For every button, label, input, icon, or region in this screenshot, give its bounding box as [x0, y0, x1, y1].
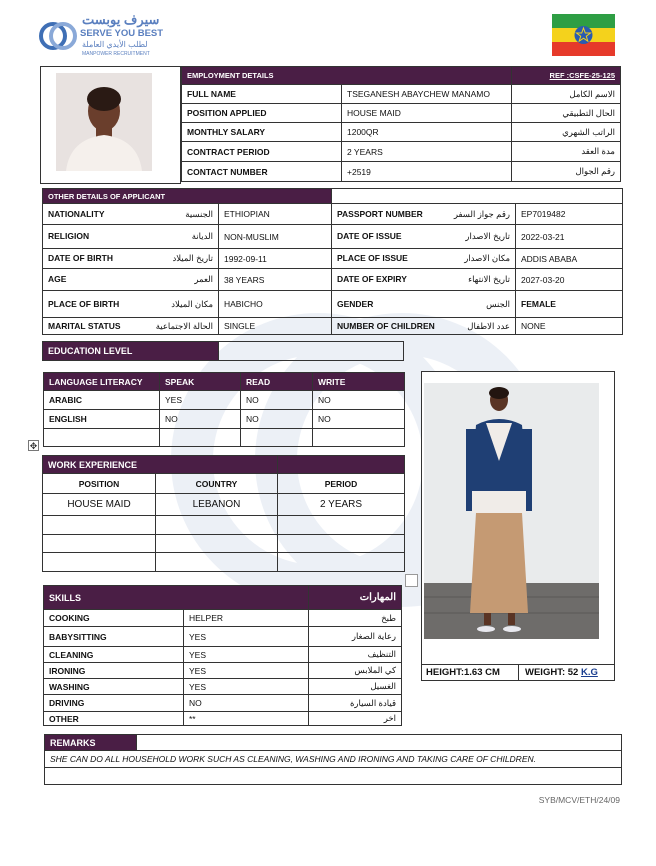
skill-ar: الغسيل	[309, 679, 402, 695]
remarks-header-blank	[137, 735, 622, 751]
write-header: WRITE	[313, 373, 405, 391]
issue-date-value: 2022-03-21	[516, 225, 623, 249]
work-header: WORK EXPERIENCE	[43, 456, 278, 474]
full-name-label: FULL NAME	[182, 85, 342, 104]
gender-ar: الجنس	[486, 298, 510, 309]
weight-unit: K.G	[580, 667, 598, 678]
issue-place-value: ADDIS ABABA	[516, 249, 623, 269]
work-col-position: POSITION	[43, 474, 156, 494]
skill-ar: كي الملابس	[309, 663, 402, 679]
weight-label: WEIGHT: 52	[525, 667, 581, 678]
work-position	[43, 553, 156, 572]
children-label: NUMBER OF CHILDREN	[337, 320, 435, 331]
religion-cell	[43, 225, 219, 249]
language-speak: YES	[160, 391, 241, 410]
age-cell	[43, 269, 219, 291]
nationality-ar: الجنسية	[185, 208, 213, 219]
language-read: NO	[241, 410, 313, 429]
remarks-header: REMARKS	[45, 735, 137, 751]
gender-cell	[332, 291, 516, 318]
marital-ar: الحالة الاجتماعية	[155, 320, 213, 331]
religion-value: NON-MUSLIM	[219, 225, 332, 249]
age-value: 38 YEARS	[219, 269, 332, 291]
contract-value: 2 YEARS	[342, 142, 512, 162]
work-country: LEBANON	[156, 494, 278, 516]
issue-date-ar: تاريخ الاصدار	[465, 231, 510, 241]
issue-place-ar: مكان الاصدار	[464, 253, 510, 263]
education-label: EDUCATION LEVEL	[43, 342, 219, 361]
work-period	[278, 553, 405, 572]
logo-arabic: سيرف يوبست	[82, 12, 160, 27]
passport-cell	[332, 204, 516, 225]
dob-label: DATE OF BIRTH	[48, 253, 114, 263]
language-row-label	[44, 429, 160, 447]
language-read	[241, 429, 313, 447]
expiry-label: DATE OF EXPIRY	[337, 274, 407, 284]
skill-label: COOKING	[44, 610, 184, 627]
portrait-frame	[40, 66, 181, 184]
work-experience-table	[42, 455, 405, 572]
nationality-label: NATIONALITY	[48, 208, 105, 219]
salary-value: 1200QR	[342, 123, 512, 142]
skill-value: HELPER	[184, 610, 309, 627]
position-label: POSITION APPLIED	[182, 104, 342, 123]
work-position	[43, 535, 156, 553]
pob-ar: مكان الميلاد	[171, 298, 213, 309]
logo-rings-icon	[38, 14, 78, 58]
skill-value: YES	[184, 663, 309, 679]
work-country	[156, 553, 278, 572]
other-details-table	[42, 188, 623, 335]
skills-header: SKILLS	[44, 586, 309, 610]
age-ar: العمر	[194, 274, 213, 284]
dob-ar: تاريخ الميلاد	[172, 253, 213, 263]
full-body-photo	[424, 383, 599, 639]
children-value: NONE	[516, 318, 623, 335]
position-ar: الحال التطبيقي	[512, 104, 621, 123]
footer-code: SYB/MCV/ETH/24/09	[538, 795, 620, 805]
ref-label: REF :	[549, 71, 570, 80]
issue-place-label: PLACE OF ISSUE	[337, 253, 408, 263]
passport-value: EP7019482	[516, 204, 623, 225]
work-period	[278, 516, 405, 535]
position-value: HOUSE MAID	[342, 104, 512, 123]
work-col-period: PERIOD	[278, 474, 405, 494]
logo-name: SERVE YOU BEST	[80, 28, 164, 39]
ref-cell	[512, 67, 621, 85]
skill-value: YES	[184, 627, 309, 647]
language-table	[43, 372, 405, 447]
skill-value: YES	[184, 679, 309, 695]
language-read: NO	[241, 391, 313, 410]
measure-separator	[518, 664, 519, 680]
marital-label: MARITAL STATUS	[48, 320, 121, 331]
issue-date-label: DATE OF ISSUE	[337, 231, 402, 241]
gender-value: FEMALE	[516, 291, 623, 318]
table-move-handle-icon[interactable]: ✥	[29, 441, 38, 451]
language-speak	[160, 429, 241, 447]
read-header: READ	[241, 373, 313, 391]
passport-ar: رقم جواز السفر	[453, 208, 510, 219]
children-cell	[332, 318, 516, 335]
passport-label: PASSPORT NUMBER	[337, 208, 423, 219]
remarks-blank-row	[45, 768, 622, 785]
work-position: HOUSE MAID	[43, 494, 156, 516]
remarks-text: SHE CAN DO ALL HOUSEHOLD WORK SUCH AS CLEANING, WASHING AND IRONING AND TAKING CARE OF CHILDREN.	[45, 751, 622, 768]
expiry-value: 2027-03-20	[516, 269, 623, 291]
marital-value: SINGLE	[219, 318, 332, 335]
contact-ar: رقم الجوال	[512, 162, 621, 182]
language-header: LANGUAGE LITERACY	[44, 373, 160, 391]
remarks-table	[44, 734, 622, 785]
work-country	[156, 516, 278, 535]
salary-label: MONTHLY SALARY	[182, 123, 342, 142]
salary-ar: الراتب الشهري	[512, 123, 621, 142]
children-ar: عدد الاطفال	[467, 320, 510, 331]
work-period	[278, 535, 405, 553]
work-position	[43, 516, 156, 535]
pob-value: HABICHO	[219, 291, 332, 318]
language-speak: NO	[160, 410, 241, 429]
weight-text	[525, 667, 598, 678]
language-write	[313, 429, 405, 447]
dob-cell	[43, 249, 219, 269]
issue-place-cell	[332, 249, 516, 269]
skill-ar: التنظيف	[309, 647, 402, 663]
speak-header: SPEAK	[160, 373, 241, 391]
full-name-value: TSEGANESH ABAYCHEW MANAMO	[342, 85, 512, 104]
skill-value: YES	[184, 647, 309, 663]
religion-label: RELIGION	[48, 231, 90, 241]
skill-label: BABYSITTING	[44, 627, 184, 647]
skill-ar: رعاية الصغار	[309, 627, 402, 647]
marital-cell	[43, 318, 219, 335]
work-col-country: COUNTRY	[156, 474, 278, 494]
language-row-label: ARABIC	[44, 391, 160, 410]
skill-value: **	[184, 712, 309, 726]
issue-date-cell	[332, 225, 516, 249]
gender-label: GENDER	[337, 298, 374, 309]
skills-header-ar: المهارات	[309, 586, 402, 610]
ethiopia-flag-icon	[552, 14, 615, 56]
logo-subtitle-ar: لطلب الأيدي العاملة	[82, 40, 148, 49]
height-text: HEIGHT:1.63 CM	[426, 667, 500, 678]
logo-subtitle-en: MANPOWER RECRUITMENT	[82, 51, 150, 57]
form-checkbox[interactable]	[405, 574, 418, 587]
nationality-cell	[43, 204, 219, 225]
other-details-header-blank	[332, 189, 623, 204]
education-value	[219, 342, 404, 361]
pob-label: PLACE OF BIRTH	[48, 298, 120, 309]
portrait-photo	[56, 73, 152, 171]
age-label: AGE	[48, 274, 67, 284]
dob-value: 1992-09-11	[219, 249, 332, 269]
expiry-cell	[332, 269, 516, 291]
skill-value: NO	[184, 695, 309, 712]
pob-cell	[43, 291, 219, 318]
religion-ar: الديانة	[191, 231, 213, 241]
expiry-ar: تاريخ الانتهاء	[468, 274, 510, 284]
skill-label: CLEANING	[44, 647, 184, 663]
work-country	[156, 535, 278, 553]
ref-value: CSFE-25-125	[569, 71, 615, 80]
skill-label: OTHER	[44, 712, 184, 726]
work-period: 2 YEARS	[278, 494, 405, 516]
employment-header: EMPLOYMENT DETAILS	[182, 67, 512, 85]
contract-label: CONTRACT PERIOD	[182, 142, 342, 162]
skill-ar: قيادة السيارة	[309, 695, 402, 712]
full-body-photo-frame	[421, 371, 615, 681]
skill-label: DRIVING	[44, 695, 184, 712]
work-header-blank	[278, 456, 405, 474]
contact-value: +2519	[342, 162, 512, 182]
full-name-ar: الاسم الكامل	[512, 85, 621, 104]
employment-details-table	[181, 66, 621, 182]
nationality-value: ETHIOPIAN	[219, 204, 332, 225]
skill-label: WASHING	[44, 679, 184, 695]
skill-ar: اخر	[309, 712, 402, 726]
skill-label: IRONING	[44, 663, 184, 679]
language-write: NO	[313, 410, 405, 429]
contact-label: CONTACT NUMBER	[182, 162, 342, 182]
company-logo	[38, 12, 168, 62]
contract-ar: مدة العقد	[512, 142, 621, 162]
language-write: NO	[313, 391, 405, 410]
other-details-header: OTHER DETAILS OF APPLICANT	[43, 189, 332, 204]
education-table	[42, 341, 404, 361]
skill-ar: طبخ	[309, 610, 402, 627]
language-row-label: ENGLISH	[44, 410, 160, 429]
skills-table	[43, 585, 402, 726]
